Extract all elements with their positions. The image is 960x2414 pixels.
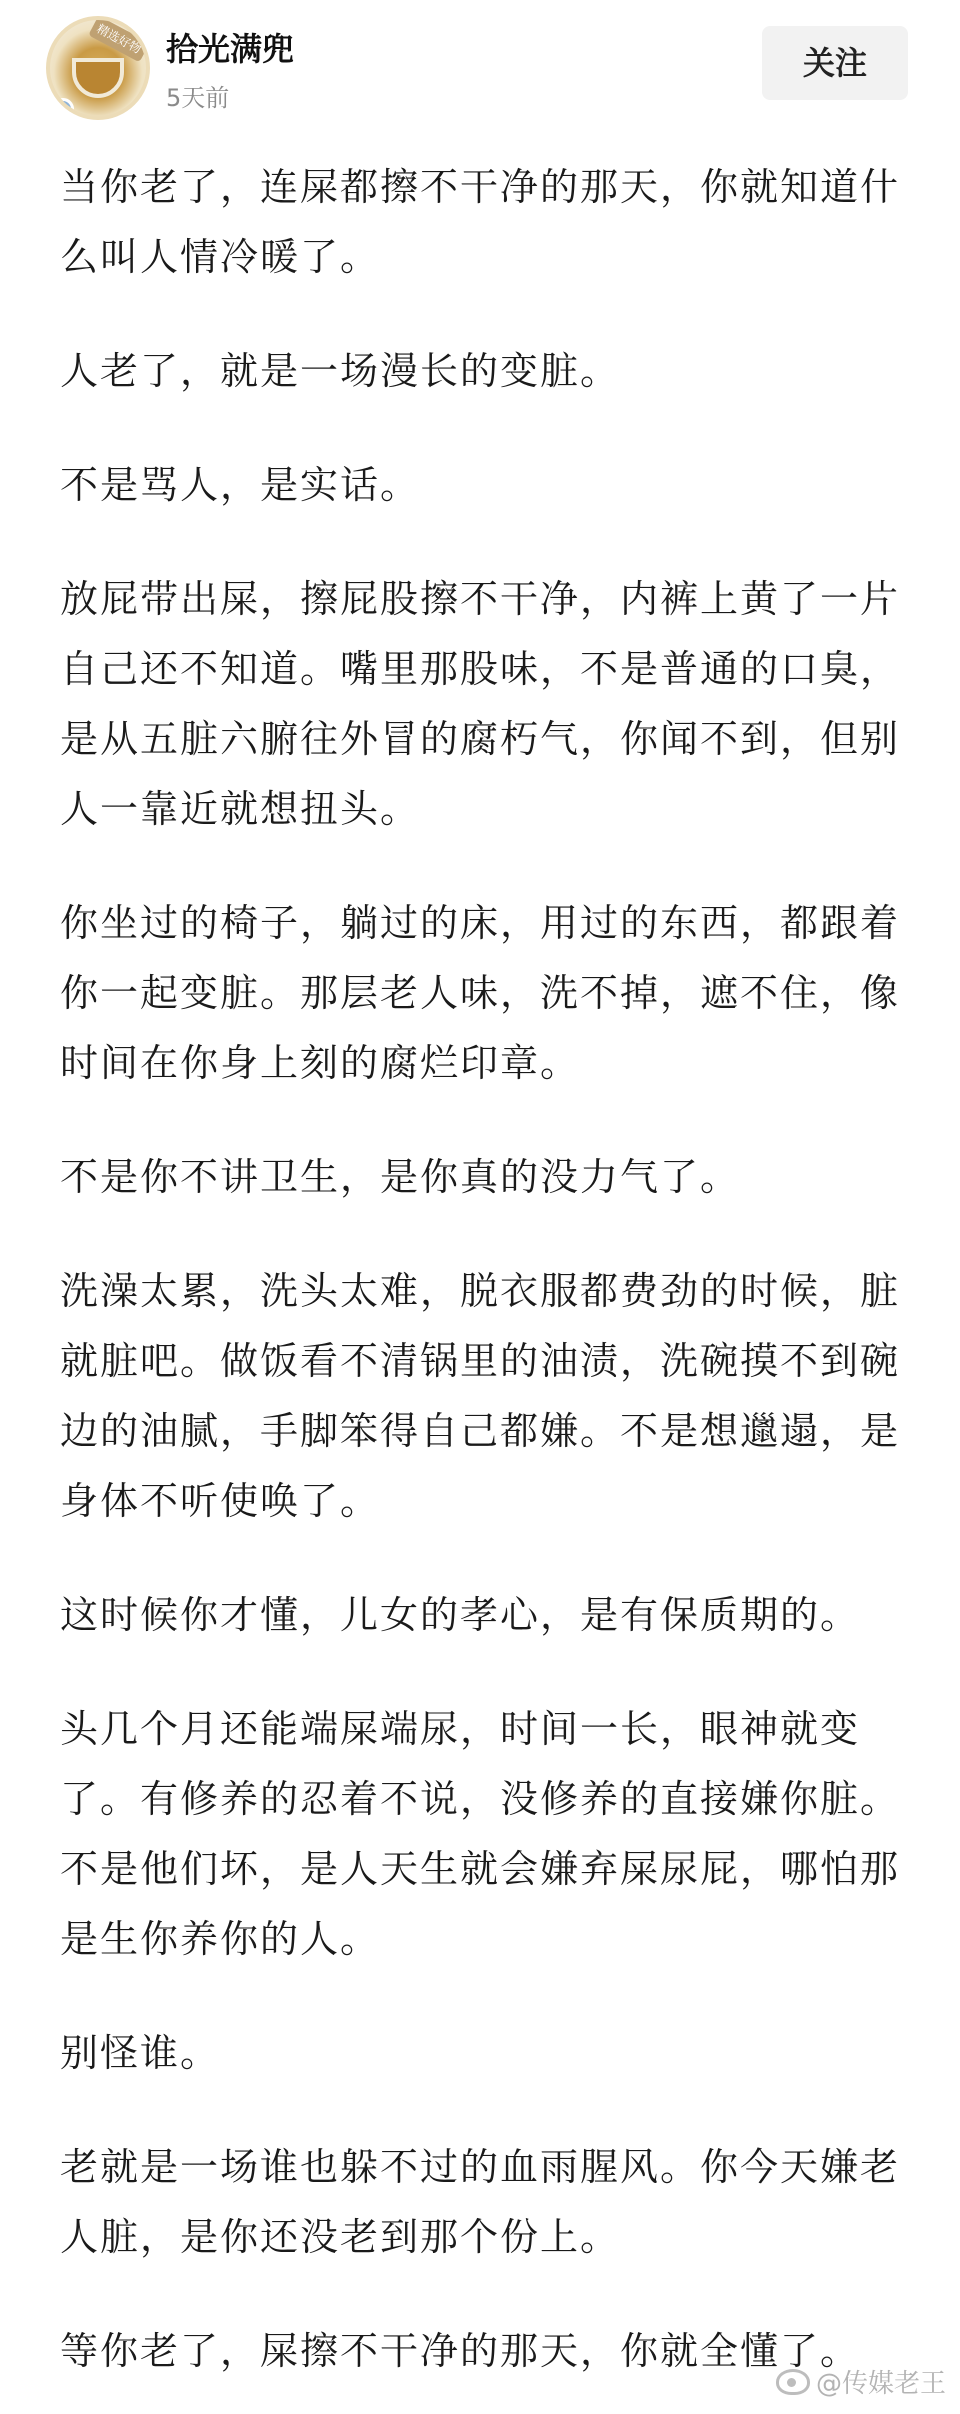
paragraph-6: 不是你不讲卫生，是你真的没力气了。	[60, 1155, 741, 1199]
verified-dot-icon	[52, 98, 74, 120]
username[interactable]: 拾光满兜	[166, 30, 295, 68]
paragraph-12: 等你老了，屎擦不干净的那天，你就全懂了。	[60, 2329, 861, 2373]
weibo-icon	[776, 2369, 810, 2395]
paragraph-9: 头几个月还能端屎端尿，时间一长，眼神就变了。有修养的忍着不说，没修养的直接嫌你脏。不是他们坏，是人天生就会嫌弃屎尿屁，哪怕那是生你养你的人。	[60, 1707, 901, 1961]
avatar[interactable]	[46, 16, 150, 120]
watermark	[776, 2363, 946, 2400]
paragraph-11: 老就是一场谁也躲不过的血雨腥风。你今天嫌老人脏，是你还没老到那个份上。	[60, 2145, 901, 2259]
coffee-cup-icon	[72, 58, 124, 98]
paragraph-7: 洗澡太累，洗头太难，脱衣服都费劲的时候，脏就脏吧。做饭看不清锅里的油渍，洗碗摸不到碗边的油腻，手脚笨得自己都嫌。不是想邋遢，是身体不听使唤了。	[60, 1269, 901, 1523]
watermark-text: @传媒老王	[815, 2369, 946, 2399]
avatar-badge: 精选好物	[88, 16, 150, 62]
post-time: 5天前	[166, 84, 230, 112]
paragraph-1: 当你老了，连屎都擦不干净的那天，你就知道什么叫人情冷暖了。	[60, 165, 901, 279]
paragraph-5: 你坐过的椅子，躺过的床，用过的东西，都跟着你一起变脏。那层老人味，洗不掉，遮不住，像时间在你身上刻的腐烂印章。	[60, 901, 901, 1085]
follow-button[interactable]: 关注	[762, 26, 908, 100]
post-content	[60, 152, 920, 2414]
paragraph-4: 放屁带出屎，擦屁股擦不干净，内裤上黄了一片自己还不知道。嘴里那股味，不是普通的口臭，是从五脏六腑往外冒的腐朽气，你闻不到，但别人一靠近就想扭头。	[60, 577, 901, 831]
post-header	[0, 0, 960, 140]
paragraph-8: 这时候你才懂，儿女的孝心，是有保质期的。	[60, 1593, 861, 1637]
paragraph-2: 人老了，就是一场漫长的变脏。	[60, 349, 621, 393]
paragraph-10: 别怪谁。	[60, 2031, 221, 2075]
paragraph-3: 不是骂人，是实话。	[60, 463, 421, 507]
